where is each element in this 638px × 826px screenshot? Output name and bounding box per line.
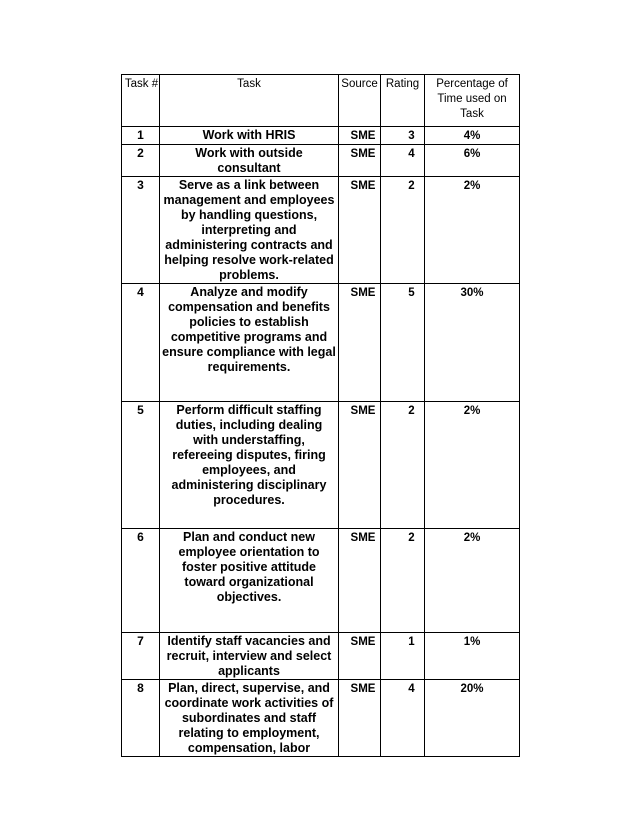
task-description: Analyze and modify compensation and benefits policies to establish competitive programs and ensure compliance with legal requirements. bbox=[160, 284, 339, 402]
task-rating: 2 bbox=[381, 402, 425, 529]
table-row bbox=[122, 127, 520, 145]
task-rating: 2 bbox=[381, 177, 425, 284]
task-rating: 3 bbox=[381, 127, 425, 145]
task-source: SME bbox=[339, 284, 381, 402]
task-rating: 4 bbox=[381, 145, 425, 177]
task-number: 8 bbox=[122, 680, 160, 757]
header-rating: Rating bbox=[381, 75, 425, 127]
task-number: 3 bbox=[122, 177, 160, 284]
task-description: Identify staff vacancies and recruit, interview and select applicants bbox=[160, 633, 339, 680]
task-percentage: 6% bbox=[425, 145, 520, 177]
table-row bbox=[122, 284, 520, 402]
task-rating: 4 bbox=[381, 680, 425, 757]
task-source: SME bbox=[339, 127, 381, 145]
task-number: 7 bbox=[122, 633, 160, 680]
task-table bbox=[121, 74, 520, 757]
task-number: 5 bbox=[122, 402, 160, 529]
task-description: Serve as a link between management and employees by handling questions, interpreting and administering contracts and helping resolve work-related problems. bbox=[160, 177, 339, 284]
table-row bbox=[122, 529, 520, 633]
task-percentage: 20% bbox=[425, 680, 520, 757]
task-rating: 2 bbox=[381, 529, 425, 633]
table-row bbox=[122, 633, 520, 680]
task-percentage: 1% bbox=[425, 633, 520, 680]
task-source: SME bbox=[339, 529, 381, 633]
table-row bbox=[122, 680, 520, 757]
task-description: Plan and conduct new employee orientation to foster positive attitude toward organizational objectives. bbox=[160, 529, 339, 633]
task-rating: 5 bbox=[381, 284, 425, 402]
header-row bbox=[122, 75, 520, 127]
task-percentage: 4% bbox=[425, 127, 520, 145]
task-source: SME bbox=[339, 633, 381, 680]
task-number: 4 bbox=[122, 284, 160, 402]
task-source: SME bbox=[339, 402, 381, 529]
task-source: SME bbox=[339, 145, 381, 177]
task-description: Plan, direct, supervise, and coordinate work activities of subordinates and staff relating to employment, compensation, labor bbox=[160, 680, 339, 757]
header-percentage: Percentage of Time used on Task bbox=[425, 75, 520, 127]
header-source: Source bbox=[339, 75, 381, 127]
task-number: 1 bbox=[122, 127, 160, 145]
table-row bbox=[122, 177, 520, 284]
task-percentage: 30% bbox=[425, 284, 520, 402]
header-task-number: Task # bbox=[122, 75, 160, 127]
header-task: Task bbox=[160, 75, 339, 127]
task-source: SME bbox=[339, 680, 381, 757]
table-row bbox=[122, 402, 520, 529]
task-rating: 1 bbox=[381, 633, 425, 680]
task-percentage: 2% bbox=[425, 529, 520, 633]
task-number: 2 bbox=[122, 145, 160, 177]
task-description: Work with HRIS bbox=[160, 127, 339, 145]
task-description: Work with outside consultant bbox=[160, 145, 339, 177]
task-number: 6 bbox=[122, 529, 160, 633]
task-percentage: 2% bbox=[425, 177, 520, 284]
task-description: Perform difficult staffing duties, including dealing with understaffing, refereeing disputes, firing employees, and administering disciplinary procedures. bbox=[160, 402, 339, 529]
table-row bbox=[122, 145, 520, 177]
task-percentage: 2% bbox=[425, 402, 520, 529]
task-source: SME bbox=[339, 177, 381, 284]
